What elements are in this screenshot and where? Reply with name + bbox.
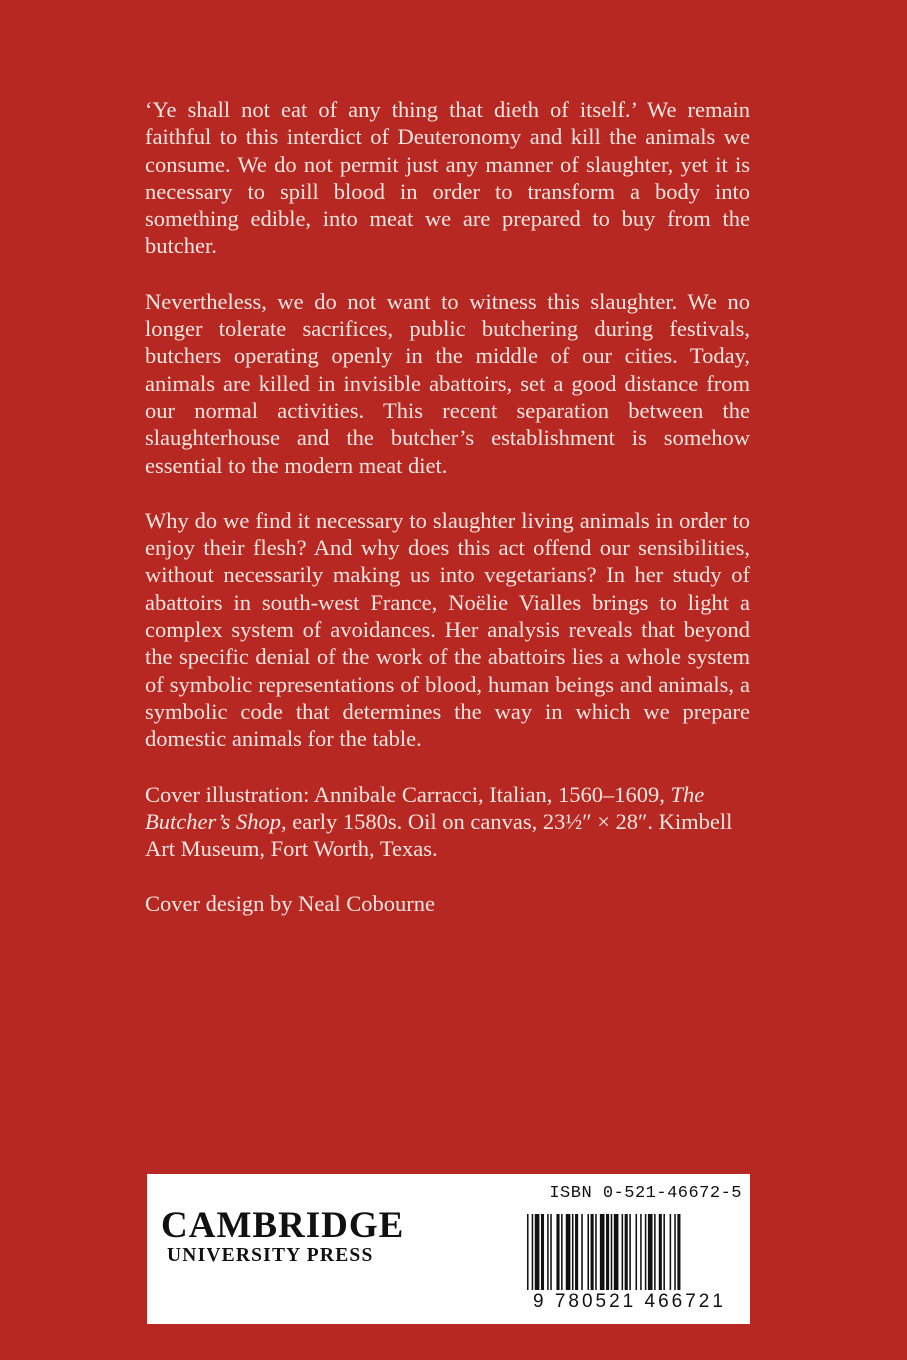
barcode-icon: [527, 1214, 737, 1290]
barcode-bar: [541, 1214, 544, 1290]
barcode-bar: [532, 1214, 534, 1290]
publisher-logo: [161, 1205, 405, 1268]
barcode-bar: [550, 1214, 552, 1290]
cover-illustration-credit: [145, 781, 750, 863]
barcode-bar: [547, 1214, 549, 1290]
barcode-bar: [674, 1214, 676, 1290]
barcode-digits: 9 780521 466721: [533, 1292, 739, 1312]
publisher-subtitle: UNIVERSITY PRESS: [167, 1245, 374, 1266]
barcode-bar: [566, 1214, 571, 1290]
publisher-name: CAMBRIDGE: [161, 1205, 405, 1246]
cover-design-credit: Cover design by Neal Cobourne: [145, 891, 435, 917]
barcode-bar: [654, 1214, 656, 1290]
barcode-bar: [663, 1214, 665, 1290]
publisher-barcode-panel: [147, 1174, 750, 1324]
barcode-bar: [677, 1214, 680, 1290]
barcode-bar: [614, 1214, 619, 1290]
barcode-bar: [645, 1214, 647, 1290]
barcode-bar: [527, 1214, 529, 1290]
barcode-bar: [587, 1214, 589, 1290]
barcode-bar: [561, 1214, 563, 1290]
barcode-bar: [629, 1214, 631, 1290]
barcode-bar: [535, 1214, 540, 1290]
credit-suffix: early 1580s. Oil on canvas, 23½″ × 28″. Kimbell Art Museum, Fort Worth, Texas.: [145, 808, 733, 862]
barcode-bar: [581, 1214, 583, 1290]
blurb-paragraph-3: Why do we find it necessary to slaughter living animals in order to enjoy their flesh? And why does this act offend our sensibilities, without necessarily making us into vegetarians? In her study of abattoirs in south-west France, Noëlie Vialles brings to light a complex system of avoidances. Her analysis reveals that beyond the specific denial of the work of the abattoirs lies a whole system of symbolic representations of blood, human beings and animals, a symbolic code that determines the way in which we prepare domestic animals for the table.: [145, 507, 750, 752]
credit-prefix: Cover illustration: Annibale Carracci, Italian, 1560–1609,: [145, 781, 665, 807]
blurb-paragraph-2: Nevertheless, we do not want to witness this slaughter. We no longer tolerate sacrifices, public butchering during festivals, butchers operating openly in the middle of our cities. Today, animals are killed in invisible abattoirs, set a good distance from our normal activities. This recent separation between the slaughterhouse and the butcher’s establishment is somehow essential to the modern meat diet.: [145, 288, 750, 478]
barcode-bar: [591, 1214, 594, 1290]
isbn-label: ISBN 0-521-46672-5: [549, 1184, 742, 1203]
barcode-bar: [556, 1214, 559, 1290]
barcode-bar: [640, 1214, 642, 1290]
barcode-bar: [648, 1214, 653, 1290]
barcode-bar: [572, 1214, 574, 1290]
barcode-bar: [595, 1214, 597, 1290]
barcode-bar: [606, 1214, 609, 1290]
barcode-bar: [611, 1214, 613, 1290]
barcode-bar: [625, 1214, 628, 1290]
blurb-paragraph-1: ‘Ye shall not eat of any thing that dieth of itself.’ We remain faithful to this interdict of Deuteronomy and kill the animals we consume. We do not permit just any manner of slaughter, yet it is necessary to spill blood in order to transform a body into something edible, into meat we are prepared to buy from the butcher.: [145, 97, 750, 259]
barcode-bar: [575, 1214, 578, 1290]
painting-title: The Butcher’s Shop,: [145, 781, 705, 834]
back-cover-blurb: [145, 96, 750, 946]
barcode-bar: [600, 1214, 605, 1290]
barcode-bar: [636, 1214, 638, 1290]
barcode-bar: [670, 1214, 672, 1290]
barcode-bar: [659, 1214, 662, 1290]
barcode-bar: [622, 1214, 624, 1290]
